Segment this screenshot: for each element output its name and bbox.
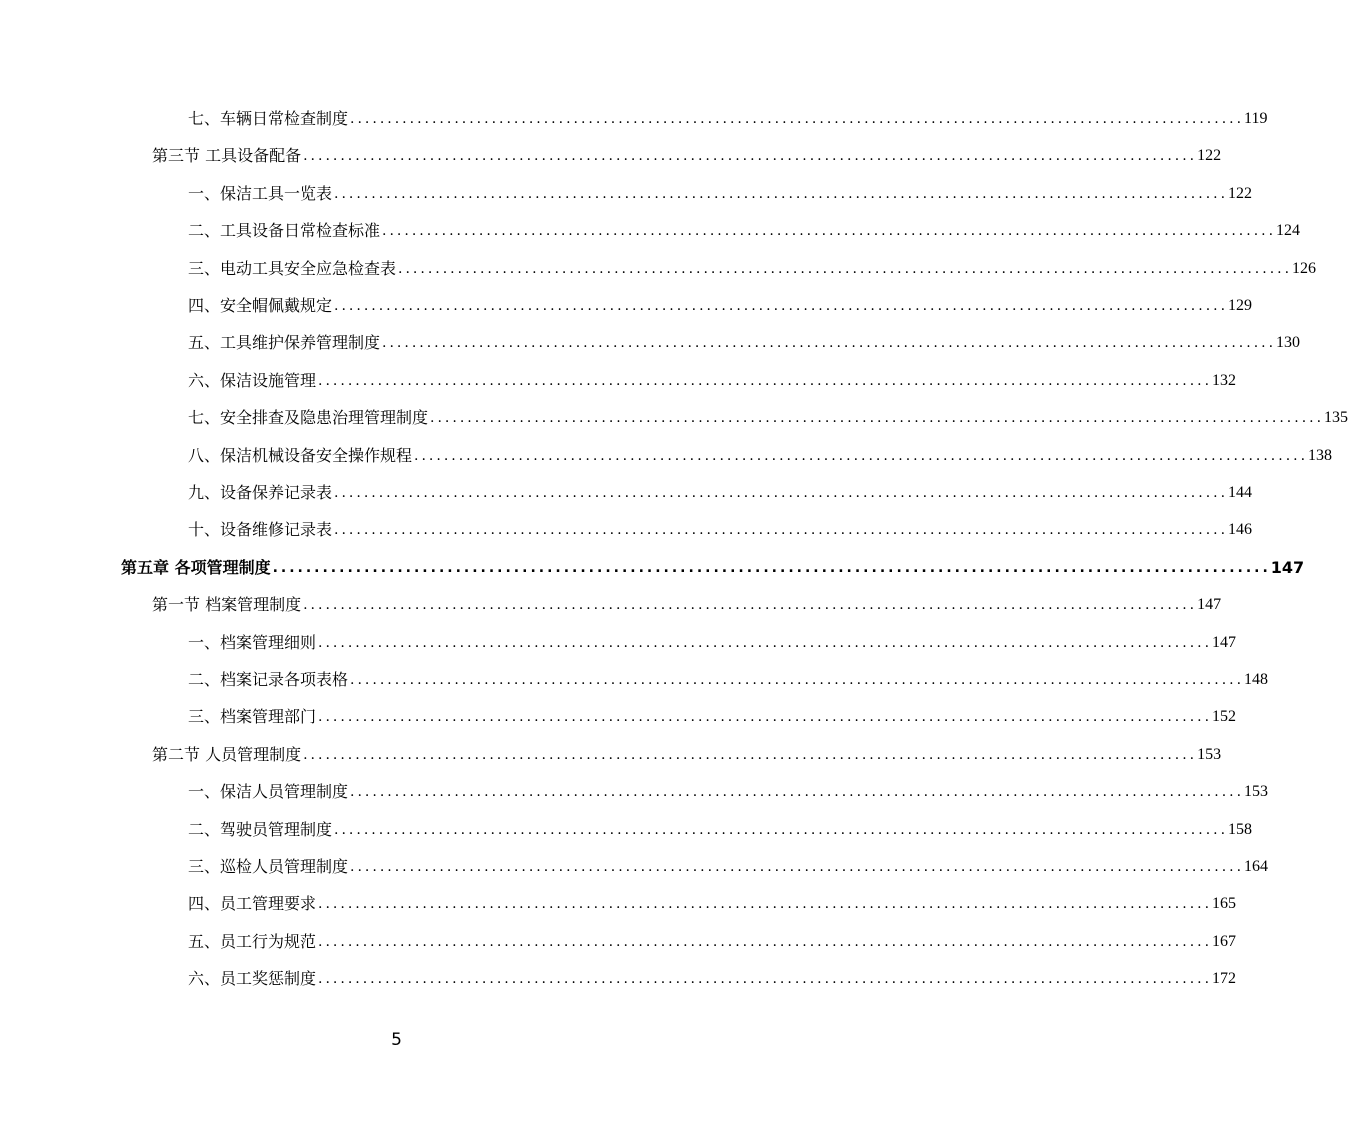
toc-entry-page-number: 122	[1197, 147, 1222, 165]
toc-entry-page-number: 167	[1212, 932, 1237, 950]
toc-dot-leader: ........................................................................................................................	[334, 485, 1229, 501]
toc-entry-title: 十、设备维修记录表	[188, 520, 333, 540]
toc-dot-leader: ........................................................................................................................	[350, 859, 1245, 875]
toc-item-entry[interactable]	[188, 330, 1301, 356]
toc-entry-title: 六、员工奖惩制度	[188, 969, 317, 989]
toc-entry-title: 第二节 人员管理制度	[152, 744, 302, 764]
toc-dot-leader: ........................................................................................................................	[334, 185, 1229, 202]
toc-dot-leader: ........................................................................................................................	[398, 260, 1293, 277]
toc-entry-title: 第三节 工具设备配备	[152, 146, 302, 166]
toc-entry-page-number: 119	[1244, 110, 1268, 127]
toc-entry-title: 五、员工行为规范	[188, 931, 317, 951]
toc-entry-title: 八、保洁机械设备安全操作规程	[188, 445, 413, 465]
toc-item-entry[interactable]	[188, 368, 1237, 394]
toc-dot-leader: ........................................................................................................................	[303, 148, 1198, 165]
toc-dot-leader: ........................................................................................................................	[350, 672, 1245, 688]
toc-dot-leader: ........................................................................................................................	[318, 634, 1213, 651]
toc-item-entry[interactable]	[188, 704, 1237, 730]
toc-entry-page-number: 147	[1197, 596, 1222, 614]
toc-entry-page-number: 153	[1244, 783, 1269, 801]
toc-entry-title: 一、保洁人员管理制度	[188, 782, 349, 802]
toc-entry-page-number: 124	[1276, 222, 1301, 240]
toc-entry-page-number: 164	[1244, 858, 1269, 875]
toc-item-entry[interactable]	[188, 929, 1237, 955]
toc-dot-leader: ........................................................................................................................	[350, 784, 1245, 801]
toc-section-entry[interactable]	[152, 143, 1222, 169]
toc-entry-title: 第五章 各项管理制度	[121, 557, 271, 577]
toc-entry-page-number: 130	[1276, 334, 1301, 352]
toc-entry-page-number: 153	[1197, 745, 1222, 763]
page-number: 5	[391, 1030, 402, 1050]
toc-dot-leader: ........................................................................................................................	[318, 896, 1213, 913]
toc-dot-leader: ........................................................................................................................	[303, 597, 1198, 614]
toc-item-entry[interactable]	[188, 966, 1237, 992]
toc-item-entry[interactable]	[188, 817, 1253, 843]
toc-dot-leader: ........................................................................................................................	[350, 111, 1245, 127]
toc-dot-leader: ........................................................................................................................	[334, 522, 1229, 539]
toc-entry-page-number: 129	[1228, 297, 1253, 314]
toc-entry-title: 一、档案管理细则	[188, 632, 317, 652]
toc-entry-page-number: 146	[1228, 521, 1253, 539]
toc-section-entry[interactable]	[152, 592, 1222, 618]
toc-item-entry[interactable]	[188, 405, 1348, 431]
toc-item-entry[interactable]	[188, 630, 1237, 656]
toc-entry-title: 三、电动工具安全应急检查表	[188, 258, 397, 278]
toc-item-entry[interactable]	[188, 667, 1269, 693]
toc-entry-page-number: 147	[1270, 557, 1305, 577]
toc-entry-page-number: 126	[1292, 259, 1317, 277]
toc-entry-title: 三、档案管理部门	[188, 707, 317, 727]
toc-item-entry[interactable]	[188, 854, 1269, 880]
toc-entry-title: 三、巡检人员管理制度	[188, 857, 349, 876]
toc-section-entry[interactable]	[152, 742, 1222, 768]
toc-dot-leader: ........................................................................................................................	[272, 559, 1271, 576]
toc-entry-title: 二、驾驶员管理制度	[188, 819, 333, 839]
toc-entry-page-number: 132	[1212, 371, 1237, 389]
toc-entry-title: 一、保洁工具一览表	[188, 183, 333, 203]
toc-dot-leader: ........................................................................................................................	[318, 933, 1213, 950]
toc-dot-leader: ........................................................................................................................	[382, 223, 1277, 240]
toc-entry-title: 四、安全帽佩戴规定	[188, 296, 333, 315]
toc-entry-page-number: 148	[1244, 671, 1269, 688]
toc-item-entry[interactable]	[188, 480, 1253, 506]
toc-entry-page-number: 172	[1212, 970, 1237, 988]
toc-item-entry[interactable]	[188, 293, 1253, 319]
toc-item-entry[interactable]	[188, 891, 1237, 917]
toc-item-entry[interactable]	[188, 779, 1269, 805]
toc-entry-page-number: 138	[1308, 446, 1333, 464]
toc-dot-leader: ........................................................................................................................	[382, 335, 1277, 352]
toc-entry-title: 二、档案记录各项表格	[188, 670, 349, 689]
toc-chapter-entry[interactable]	[121, 555, 1305, 581]
toc-dot-leader: ........................................................................................................................	[318, 971, 1213, 988]
toc-entry-page-number: 152	[1212, 708, 1237, 726]
toc-entry-page-number: 158	[1228, 820, 1253, 838]
toc-entry-page-number: 165	[1212, 895, 1237, 913]
toc-item-entry[interactable]	[188, 218, 1301, 244]
toc-entry-title: 六、保洁设施管理	[188, 370, 317, 390]
toc-item-entry[interactable]	[188, 256, 1317, 282]
toc-entry-title: 四、员工管理要求	[188, 894, 317, 914]
toc-item-entry[interactable]	[188, 106, 1268, 132]
toc-entry-page-number: 147	[1212, 633, 1237, 651]
toc-dot-leader: ........................................................................................................................	[430, 410, 1325, 427]
toc-entry-page-number: 122	[1228, 184, 1253, 202]
toc-entry-title: 七、车辆日常检查制度	[188, 109, 349, 128]
toc-dot-leader: ........................................................................................................................	[334, 821, 1229, 838]
toc-entry-title: 二、工具设备日常检查标准	[188, 221, 381, 241]
toc-item-entry[interactable]	[188, 443, 1333, 469]
toc-item-entry[interactable]	[188, 181, 1253, 207]
toc-dot-leader: ........................................................................................................................	[303, 746, 1198, 763]
toc-dot-leader: ........................................................................................................................	[334, 298, 1229, 314]
toc-entry-title: 五、工具维护保养管理制度	[188, 333, 381, 353]
toc-dot-leader: ........................................................................................................................	[414, 447, 1309, 464]
toc-dot-leader: ........................................................................................................................	[318, 372, 1213, 389]
toc-entry-page-number: 144	[1228, 484, 1253, 501]
toc-entry-title: 九、设备保养记录表	[188, 483, 333, 502]
toc-entry-page-number: 135	[1324, 409, 1348, 427]
toc-entry-title: 七、安全排查及隐患治理管理制度	[188, 408, 429, 428]
toc-item-entry[interactable]	[188, 517, 1253, 543]
toc-dot-leader: ........................................................................................................................	[318, 709, 1213, 726]
toc-entry-title: 第一节 档案管理制度	[152, 595, 302, 615]
